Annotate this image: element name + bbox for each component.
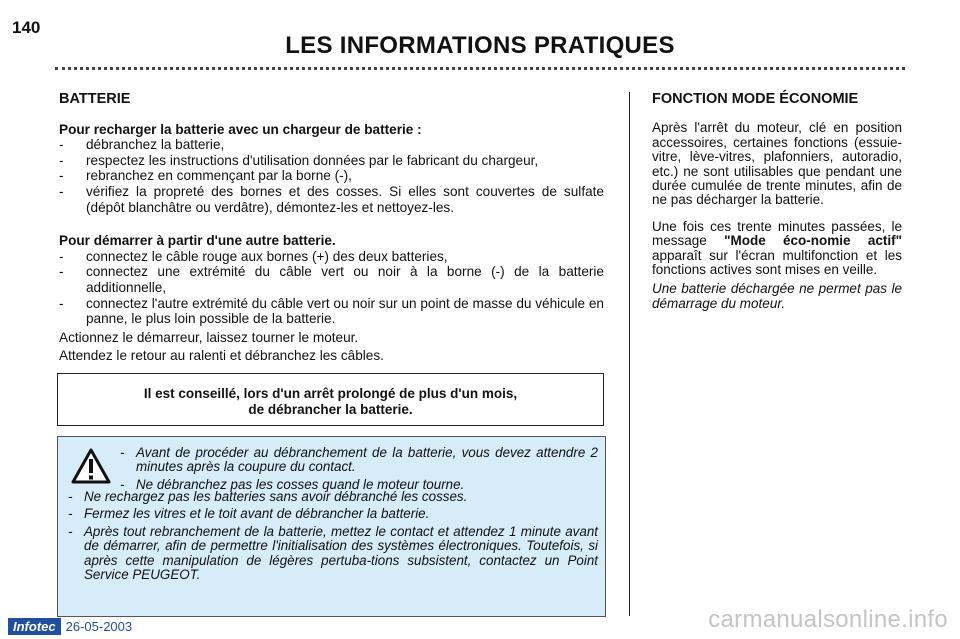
list-item: - Fermez les vitres et le toit avant de débrancher la batterie.: [66, 507, 598, 521]
list-item: - Avant de procéder au débranchement de la batterie, vous devez attendre 2 minutes après la coupure du contact.: [118, 446, 598, 475]
list-item: - connectez le câble rouge aux bornes (+) des deux batteries,: [59, 249, 604, 265]
economy-paragraph: [652, 220, 902, 278]
dotted-rule: [55, 67, 905, 70]
warning-top-list: [118, 446, 598, 492]
start-after-text: Actionnez le démarreur, laissez tourner le moteur.: [59, 329, 359, 345]
footer-logo: Infotec: [8, 618, 61, 635]
economy-heading: FONCTION MODE ÉCONOMIE: [652, 91, 859, 107]
start-heading: Pour démarrer à partir d'une autre batterie.: [59, 233, 336, 249]
economy-text: Une fois ces trente minutes passées, le message: [652, 218, 902, 249]
vertical-divider: [629, 92, 630, 616]
list-item: - rebranchez en commençant par la borne (-),: [59, 168, 604, 184]
economy-message: "Mode éco-nomie actif": [724, 233, 902, 249]
economy-section: [652, 92, 902, 311]
economy-text: apparaît sur l'écran multifonction et les fonctions actives sont mises en veille.: [652, 247, 902, 278]
list-item: - Ne rechargez pas les batteries sans avoir débranché les cosses.: [66, 490, 598, 504]
battery-heading: BATTERIE: [59, 91, 131, 107]
start-after-text: Attendez le retour au ralenti et débranchez les câbles.: [59, 348, 384, 364]
list-item: - Après tout rebranchement de la batterie, mettez le contact et attendez 1 minute avant de démarrer, afin de permettre l'initialisation des systèmes électroniques. Toutefois, si après cette manipulation de légères pertuba-tions subsistent, contactez un Point Service PEUGEOT.: [66, 525, 598, 583]
warning-box: [57, 436, 606, 617]
charge-steps-list: [59, 137, 604, 215]
warning-triangle-icon: [71, 448, 111, 484]
list-item: - respectez les instructions d'utilisation données par le fabricant du chargeur,: [59, 153, 604, 169]
advice-line: de débrancher la batterie.: [248, 401, 413, 417]
page-number: 140: [12, 18, 41, 37]
advice-line: Il est conseillé, lors d'un arrêt prolongé de plus d'un mois,: [143, 386, 518, 401]
footer-date: 26-05-2003: [65, 618, 133, 634]
economy-note: Une batterie déchargée ne permet pas le démarrage du moteur.: [652, 281, 902, 311]
advice-box: [57, 373, 604, 426]
watermark: carmanualsonline.info: [708, 606, 948, 633]
battery-section: [59, 92, 604, 364]
list-item: - vérifiez la propreté des bornes et des cosses. Si elles sont couvertes de sulfate (dépôt blanchâtre ou verdâtre), démontez-les et nettoyez-les.: [59, 184, 604, 215]
start-steps-list: [59, 249, 604, 327]
footer: [8, 617, 132, 635]
list-item: - connectez une extrémité du câble vert ou noir à la borne (-) de la batterie additionnelle,: [59, 264, 604, 295]
page-title: LES INFORMATIONS PRATIQUES: [285, 32, 675, 59]
list-item: - débranchez la batterie,: [59, 137, 604, 153]
warning-rest-list: [66, 490, 598, 582]
list-item: - connectez l'autre extrémité du câble vert ou noir sur un point de masse du véhicule en panne, le plus loin possible de la batterie.: [59, 296, 604, 327]
list-item: - Ne débranchez pas les cosses quand le moteur tourne.: [118, 478, 598, 492]
economy-paragraph: Après l'arrêt du moteur, clé en position accessoires, certaines fonctions (essuie-vitre, lève-vitres, plafonniers, autoradio, etc.) ne sont utilisables que pendant une durée cumulée de trente minutes, afin de ne pas décharger la batterie.: [652, 120, 902, 208]
charge-heading: Pour recharger la batterie avec un chargeur de batterie :: [59, 121, 422, 137]
